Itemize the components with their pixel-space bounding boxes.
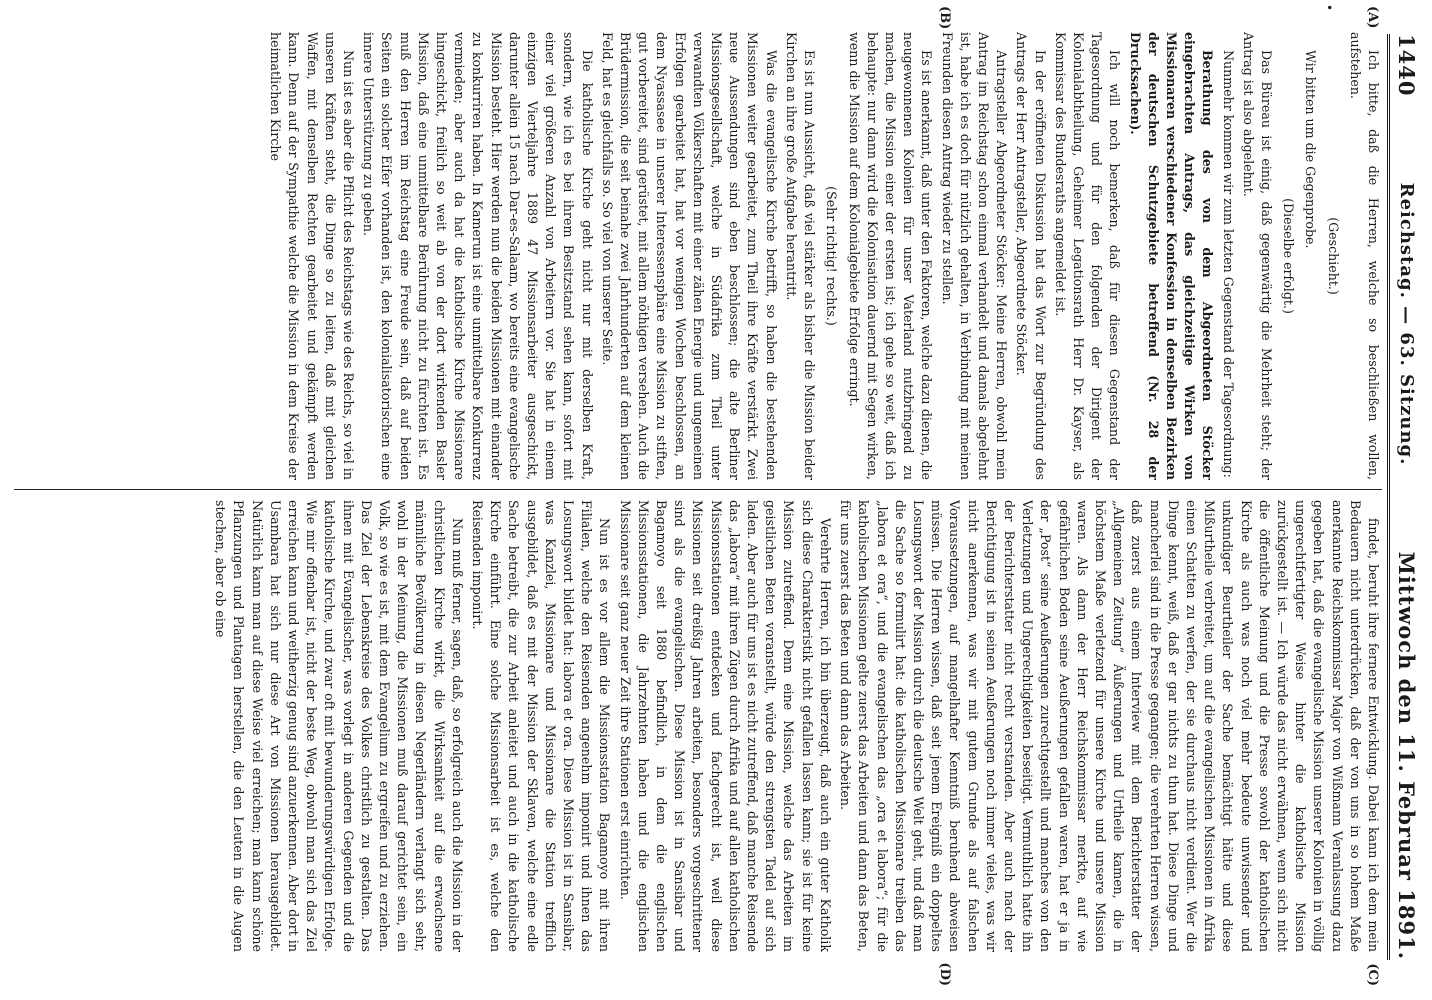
paragraph: In der eröffneten Diskussion hat das Wort zur Begründung des Antrags der Herr Antragsteller, Abgeordnete Stöcker. <box>1014 32 1048 480</box>
margin-bullet-icon: • <box>1322 4 1336 12</box>
paragraph: Die katholische Kirche geht nicht nur mit derselben Kraft, sondern, wie ich es bei ihrem Besitzstand sehen kann, sofort mit einer viel größeren Anzahl von Arbeitern vor. Sie hat in einem einzigen Vierteljahre 1889 47 Missionsarbeiter ausgeschickt, darunter allein 15 nach Dar-es-Salaam, wo bereits eine evangelische Mission besteht. Hier werden nun die beiden Missionen mit einander zu konkurriren haben. In Kamerun ist eine unmittelbare Konkurrenz vermieden; aber auch da hat die katholische Kirche Missionare hingeschickt, freilich so weit ab von der dort wirkenden Basler Mission, daß eine unmittelbare Berührung nicht zu fürchten ist. Es muß den Herren im Reichstag eine Freude sein, daß auf beiden Seiten ein solcher Eifer vorhanden ist, den kolonialisatorischen eine innere Unterstützung zu geben. <box>361 32 595 480</box>
session-date: Mittwoch den 11. Februar 1891. <box>1394 551 1420 960</box>
margin-marker-d: (D) <box>937 962 952 986</box>
stage-direction: (Geschieht.) <box>1325 217 1341 295</box>
paragraph: findet, beruht ihre fernere Entwicklung. Dabei kann ich dem mein Bedauern nicht unterdrücken, daß der von uns in so hohem Maße anerkannte Reichskommissar Major von Wißmann Veranlassung dazu gegeben hat, daß die evangelische Mission unserer Kolonien in völlig ungerechtfertigter Weise hinter die katholische Mission zurückgestellt ist. — Ich würde das nicht erwähnen, wenn sich nicht die öffentliche Meinung und die Presse sowohl der katholischen Kirche als auch was noch viel mehr bedeute unwissender und unkundiger Beurtheiler der Sache bemächtigt hätte und diese Mißurtheile verbreitet, um auf die evangelischen Missionen in Afrika einen Schatten zu werfen, der sie durchaus nicht verdient. Wer die Dinge kennt, weiß, daß er gar nichts zu thun hat. Diese Dinge und mancherlei sind in die Presse gegangen; die verehrten Herren wissen, daß zuerst aus einem Interview mit dem Berichterstatter der „Allgemeinen Zeitung“ Äußerungen und Urtheile kamen, die in höchstem Maße verletzend für unsere Kirche und unsere Mission waren. Als dann der Herr Reichskommissar merkte, auf wie gefährlichen Boden seine Aeußerungen gefallen waren, hat er ja in der „Post“ seine Aeußerungen zurechtgestellt und manches von den Verletzungen und Ungerechtigkeiten beseitigt. Vermuthlich hatte ihn der Berichterstatter nicht recht verstanden. Aber auch nach der Berichtigung ist in seinen Aeußerungen noch immer vieles, was wir nicht anerkennen, was wir mit gutem Grunde als auf falschen Voraussetzungen, auf mangelhafter Kenntniß beruhend abweisen müssen. Die Herren wissen, daß seit jenem Ereigniß ein doppeltes Losungswort der Mission durch die deutsche Welt geht, und daß man die Sache so formulirt hat: die katholischen Missionare treiben das „labora et ora“, und die evangelischen das „ora et labora“; für die katholischen Missionen gelte zuerst das Arbeiten und dann das Beten, für uns zuerst das Beten und dann das Arbeiten. <box>838 500 1381 952</box>
paragraph: Es ist nun Aussicht, daß viel stärker als bisher die Mission beider Kirchen an ihre große Aufgabe herantritt. <box>783 32 818 480</box>
paragraph: Ich bitte, daß die Herren, welche so beschließen wollen, aufstehen. <box>1347 32 1381 480</box>
column-divider <box>14 489 1382 490</box>
right-column <box>14 500 1382 952</box>
speech-start: Antragsteller Abgeordneter Stöcker: Meine Herren, obwohl mein Antrag im Reichstag schon einmal verhandelt und damals abgelehnt ist, habe ich es doch für nützlich gehalten, in Verbindung mit meinen Freunden diesen Antrag wieder zu stellen. <box>939 32 1010 480</box>
margin-marker-a: (A) <box>1365 6 1380 29</box>
paragraph: Verehrte Herren, ich bin überzeugt, daß auch ein guter Katholik sich diese Charakteristik nicht gefallen lassen kann; sie ist für keine Mission zutreffend. Denn eine Mission, welche das Arbeiten im geistlichen Beten voranstellt, würde den strengsten Tadel auf sich laden. Aber auch für uns ist es nicht zutreffend, daß manche Reisende das „labora“ mit ihren Zügen durch Afrika und auf allen katholischen Missionsstationen entdecken und fachgerecht ist, weil diese Missionen seit dreißig Jahren arbeiten, besonders vorgeschrittener sind als die evangelischen. Diese Mission ist in Sansibar und Bagamoyo seit 1880 befindlich, in dem die englischen Missionsstationen, die Jahrzehnten haben und die englischen Missionare seit ganz neuer Zeit ihre Stationen erst einrichten. <box>617 500 833 952</box>
paragraph: Nun ist es aber die Pflicht des Reichstags wie des Reichs, so viel in unseren Kräften steht, die Dinge so zu leiten, daß mit gleichen Waffen, mit denselben Rechten gearbeitet und gekämpft werden kann. Denn auf der Sympathie welche die Mission in dem Kreise der heimatlichen Kirche <box>268 32 357 480</box>
margin-marker-b: (B) <box>937 6 952 30</box>
paragraph: Nunmehr kommen wir zum letzten Gegenstand der Tagesordnung: <box>1220 50 1236 478</box>
margin-marker-c: (C) <box>1365 963 1380 986</box>
paragraph: Es ist anerkannt, daß unter den Faktoren, welche dazu dienen, die neugewonnenen Kolonien für unser Vaterland nutzbringend zu machen, die Mission einer der ersten ist; ich gehe so weit, daß ich behaupte: nur dann wird die Kolonisation dauernd mit Segen wirken, wenn die Mission auf dem Kolonialgebiete Erfolge erringt. <box>846 32 935 480</box>
agenda-item: Berathung des von dem Abgeordneten Stöcker eingebrachten Antrags, das gleichzeitige Wirken von Missionaren verschiedener Konfession in denselben Bezirken der deutschen Schutzgebiete betreffend (Nr. 28 der Drucksachen). <box>1127 32 1216 480</box>
paragraph: Nun ist es vor allem die Missionsstation Bagamoyo mit ihren Filialen, welche den Reisenden angenehm imponirt und ihnen das Losungswort bildet hat: labora et ora. Diese Mission ist in Sansibar, was Kanzlei, Missionare und Missionare die Station trefflich ausgebildet, daß es mit der Mission der Sklaven, welche eine edle Sache betreibt, die zur Arbeit anleitet und auch in die katholische Kirche einführt. Eine solche Missionsarbeit ist es, welche den Reisenden imponirt. <box>470 500 613 952</box>
paragraph: Nun muß ferner, sagen, daß, so erfolgreich auch die Mission in der christlichen Kirche wirkt, die Wirksamkeit auf die erwachsene männliche Bevölkerung in diesen Negerländern verlangt sich sehr, wohl in der Meinung, die Missionen muß darauf gerichtet sein, ein Volk, so wie es ist, mit dem Evangelium zu ergreifen und zu erziehen. Das Ziel der Lebenskreise des Volkes christlich zu gestalten. Das ihnen mit Evangelischer, was vorlegt in anderen Gegenden und die katholische Kirche, und zwar oft mit bewunderungswürdigen Erfolge. Wie mir offenbar ist, nicht der beste Weg, obwohl man sich das Ziel erreichen kann und weitherzig genug sind anzuerkennen. Aber dort in Usambara hat sich nur diese Art von Missionen herausgebildet. Natürlich kann man auf diese Weise viel erreichen; man kann schöne Pflanzungen und Plantagen herstellen, die den Leuten in die Augen stechen, aber ob eine <box>213 500 465 952</box>
paragraph: Ich will noch bemerken, daß für diesen Gegenstand der Tagesordnung und für den folgenden der Dirigent der Kolonialabtheilung, Geheimer Legationsrath Herr Dr. Kayser, als Kommissar des Bundesraths angemeldet ist. <box>1052 32 1123 480</box>
page-header <box>1387 34 1424 960</box>
paragraph: Das Büreau ist einig, daß gegenwärtig die Mehrheit steht; der Antrag ist also abgelehnt. <box>1240 32 1274 480</box>
paragraph: Was die evangelische Kirche betrifft, so haben die bestehenden Missionen weiter gearbeitet, zum Theil ihre Kräfte verstärkt. Zwei neue Aussendungen sind eben beschlossen; die alte Berliner Missionsgesellschaft, welche in Südafrika zum Theil unter verwandten Völkerschaften mit einer zähen Energie und ungemeinen Erfolgen gearbeitet hat, hat vor wenigen Wochen beschlossen, an dem Nyassasee in unserer Interessensphäre eine Mission zu stiften, gut vorbereitet, sind gerüstet, mit allem nöthigen versehen. Auch die Brüdermission, die seit beinahe zwei Jahrhunderten auf dem kleinen Feld, hat es gleichfalls so. So viel von unserer Seite. <box>599 32 779 480</box>
stage-direction: (Dieselbe erfolgt.) <box>1281 198 1297 314</box>
stage-direction: (Sehr richtig! rechts.) <box>824 186 840 326</box>
session-title: Reichstag. — 63. Sitzung. <box>1396 182 1418 466</box>
left-column <box>14 32 1382 480</box>
paragraph: Wir bitten um die Gegenprobe. <box>1303 50 1319 249</box>
page-number: 1440 <box>1394 34 1420 97</box>
